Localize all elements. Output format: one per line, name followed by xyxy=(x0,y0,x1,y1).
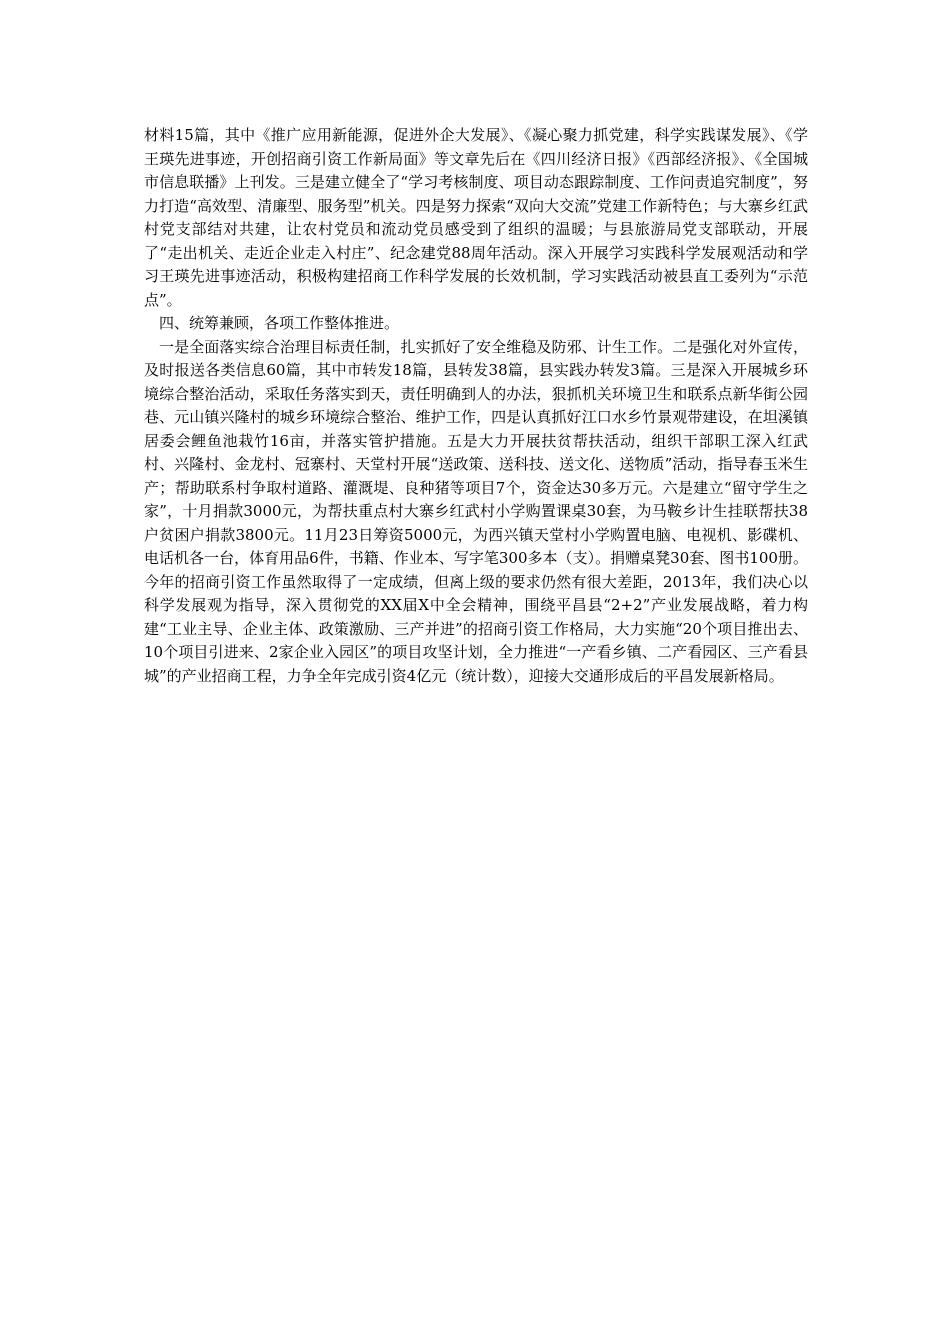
paragraph-party-building: 材料15篇，其中《推广应用新能源，促进外企大发展》、《凝心聚力抓党建，科学实践谋发展》、《学王瑛先进事迹，开创招商引资工作新局面》等文章先后在《四川经济日报》《西部经济报》、《全国城市信息联播》上刊发。三是建立健全了“学习考核制度、项目动态跟踪制度、工作问责追究制度”，努力打造“高效型、清廉型、服务型”机关。四是努力探索“双向大交流”党建工作新特色；与大寨乡红武村党支部结对共建，让农村党员和流动党员感受到了组织的温暖；与县旅游局党支部联动，开展了“走出机关、走近企业走入村庄”、纪念建党88周年活动。深入开展学习实践科学发展观活动和学习王瑛先进事迹活动，积极构建招商工作科学发展的长效机制，学习实践活动被县直工委列为“示范点”。 xyxy=(144,126,808,309)
document-body xyxy=(144,124,808,688)
section-heading: 四、统筹兼顾，各项工作整体推进。 xyxy=(159,314,400,332)
paragraph-overall-work: 一是全面落实综合治理目标责任制，扎实抓好了安全维稳及防邪、计生工作。二是强化对外宣传，及时报送各类信息60篇，其中市转发18篇，县转发38篇，县实践办转发3篇。三是深入开展城乡环境综合整治活动，采取任务落实到天，责任明确到人的办法，狠抓机关环境卫生和联系点新华街公园巷、元山镇兴隆村的城乡环境综合整治、维护工作，四是认真抓好江口水乡竹景观带建设，在坦溪镇居委会鲤鱼池栽竹16亩，并落实管护措施。五是大力开展扶贫帮扶活动，组织干部职工深入红武村、兴隆村、金龙村、冠寨村、天堂村开展“送政策、送科技、送文化、送物质”活动，指导春玉米生产；帮助联系村争取村道路、灌溉堤、良种猪等项目7个，资金达30多万元。六是建立“留守学生之家”，十月捐款3000元，为帮扶重点村大寨乡红武村小学购置课桌30套，为马鞍乡计生挂联帮扶38户贫困户捐款3800元。11月23日筹资5000元，为西兴镇天堂村小学购置电脑、电视机、影碟机、电话机各一台，体育用品6件，书籍、作业本、写字笔300多本（支）。捐赠桌凳30套、图书100册。今年的招商引资工作虽然取得了一定成绩，但离上级的要求仍然有很大差距，2013年，我们决心以科学发展观为指导，深入贯彻党的XX届X中全会精神，围绕平昌县“2+2”产业发展战略，着力构建“工业主导、企业主体、政策激励、三产并进”的招商引资工作格局，大力实施“20个项目推出去、10个项目引进来、2家企业入园区”的项目攻坚计划，全力推进“一产看乡镇、二产看园区、三产看县城”的产业招商工程，力争全年完成引资4亿元（统计数），迎接大交通形成后的平昌发展新格局。 xyxy=(144,337,808,685)
